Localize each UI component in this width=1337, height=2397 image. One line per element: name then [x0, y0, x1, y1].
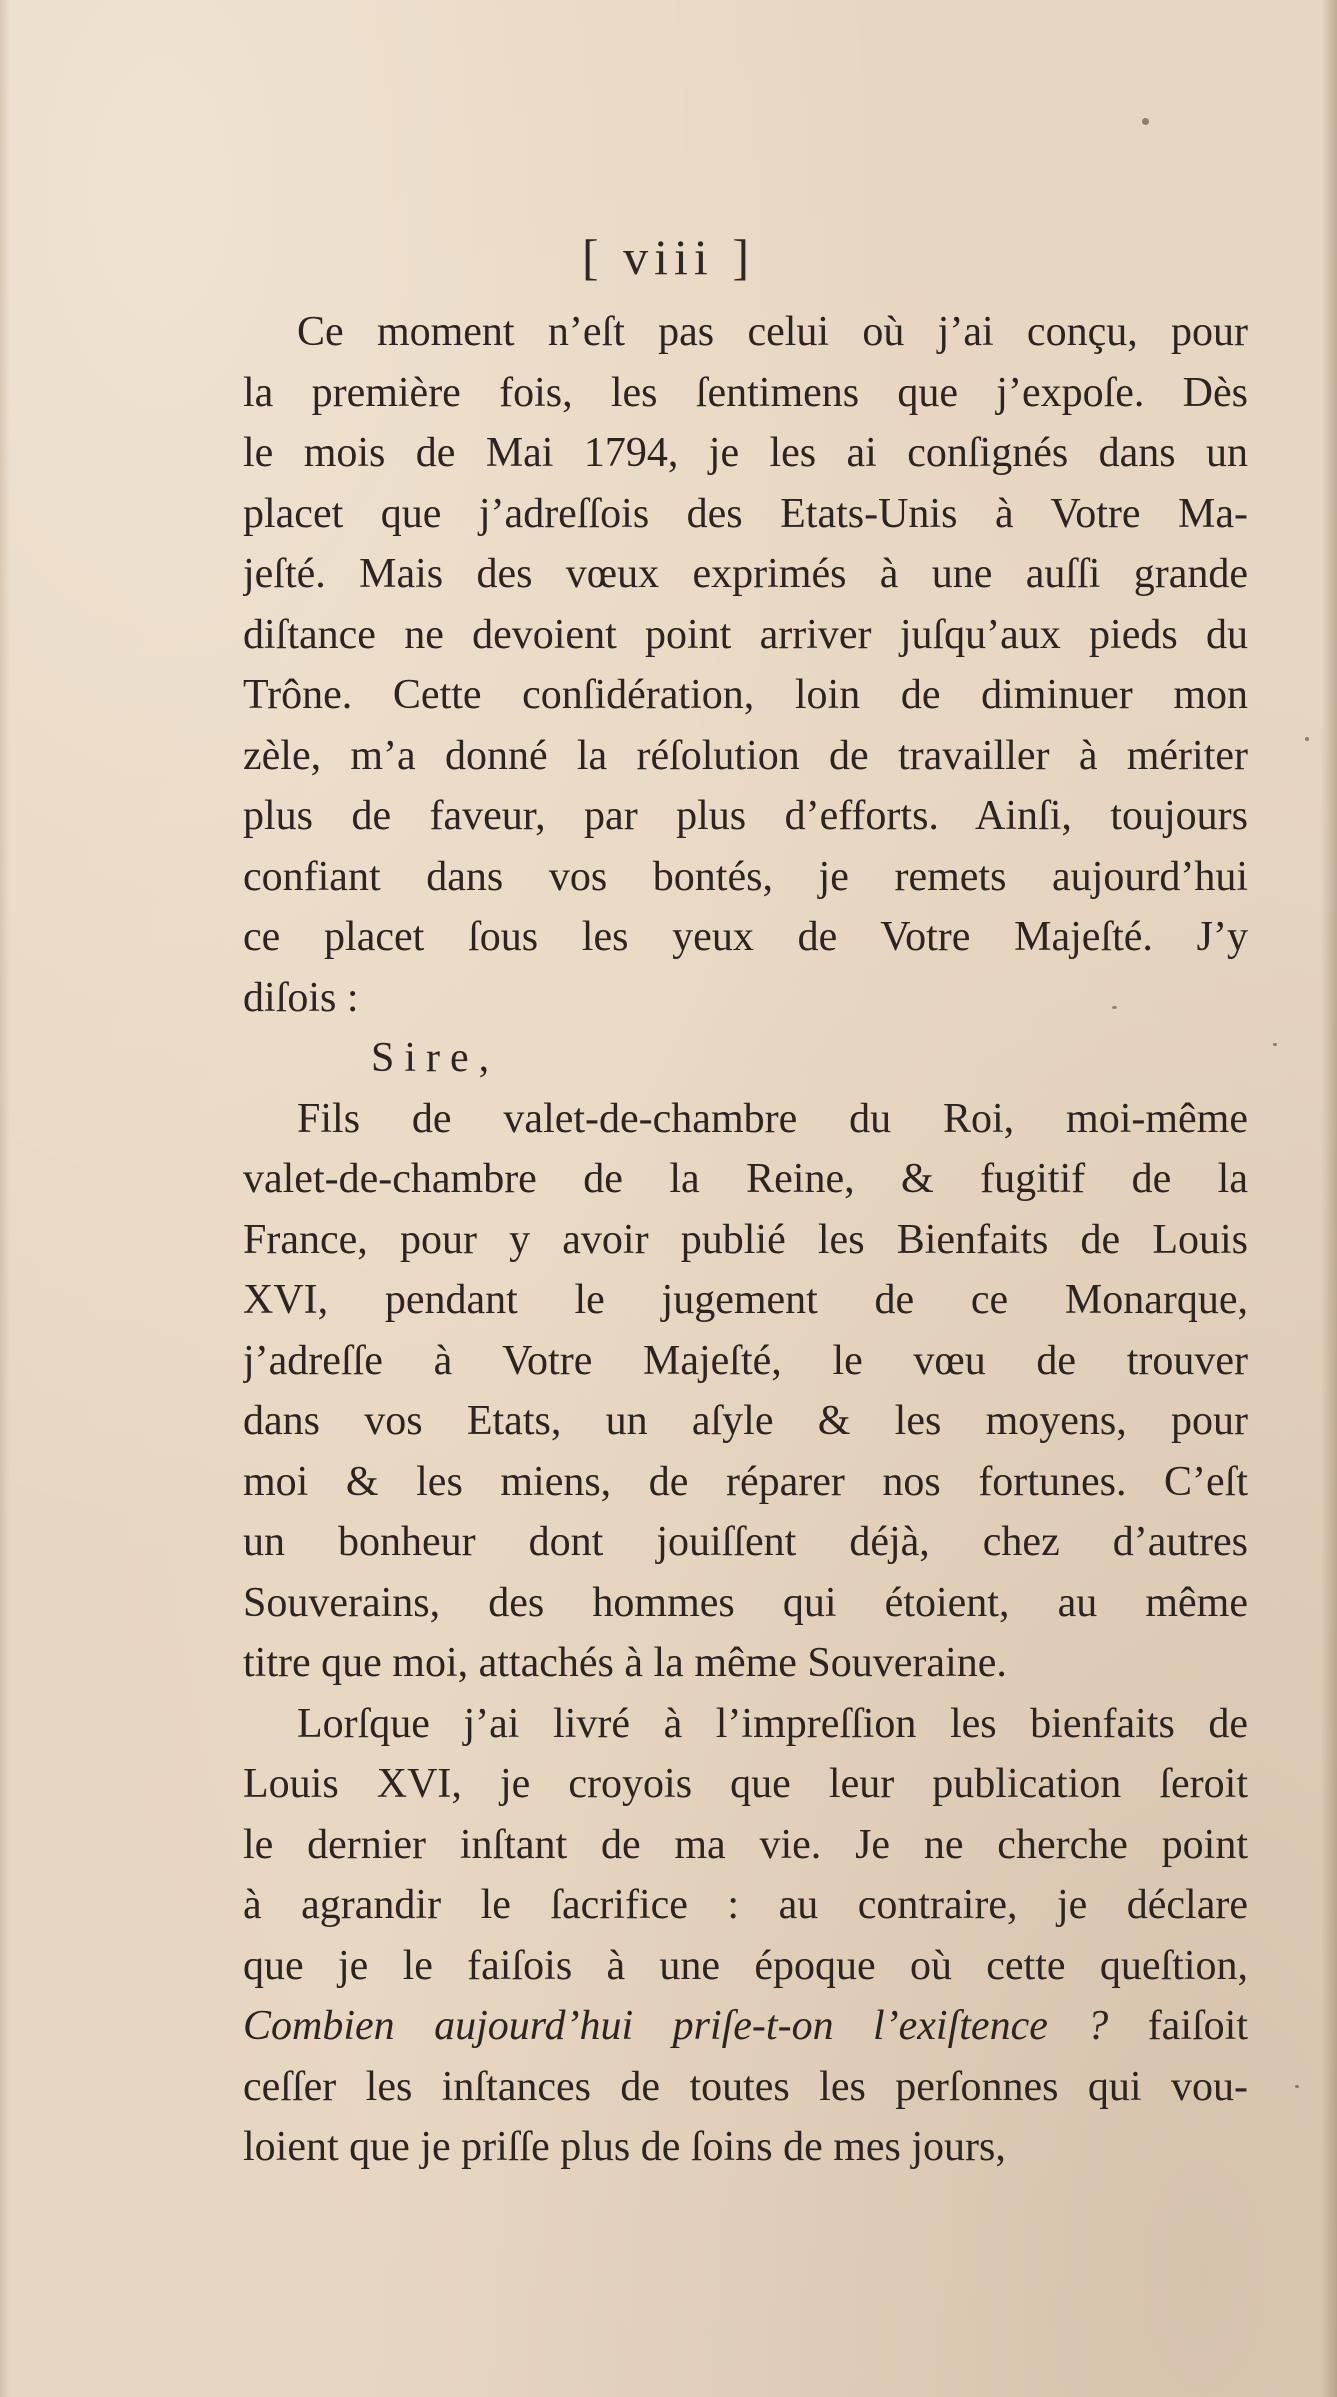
- paper-speck: [1295, 2085, 1299, 2088]
- body-text: [243, 302, 1248, 2178]
- text-line: titre que moi, attachés à la même Souveraine.: [243, 1640, 1007, 1686]
- text-line: zèle, m’a donné la réſolution de travailler à mériter: [243, 732, 1248, 779]
- text-line: ceſſer les inſtances de toutes les perſonnes qui vou-: [243, 2063, 1248, 2110]
- text-line: placet que j’adreſſois des Etats-Unis à Votre Ma-: [243, 490, 1248, 537]
- text-line: dans vos Etats, un aſyle & les moyens, pour: [243, 1398, 1248, 1444]
- text-line: que je le faiſois à une époque où cette queſtion,: [243, 1942, 1248, 1989]
- paper-speck: [1142, 118, 1149, 125]
- text-line-with-italic: [243, 1996, 1248, 2057]
- text-line: ce placet ſous les yeux de Votre Majeſté. J’y: [243, 914, 1248, 960]
- text-line: Souverains, des hommes qui étoient, au même: [243, 1579, 1248, 1626]
- text-fragment: faiſoit: [1147, 2003, 1248, 2049]
- page-number-header: [ viii ]: [582, 229, 755, 285]
- italic-question: Combien aujourd’hui priſe-t-on l’exiſtence ?: [243, 2003, 1109, 2049]
- salutation: Sire,: [371, 1035, 500, 1081]
- text-line: la première fois, les ſentimens que j’expoſe. Dès: [243, 369, 1248, 416]
- text-line: à agrandir le ſacrifice : au contraire, je déclare: [243, 1882, 1248, 1928]
- text-line: valet-de-chambre de la Reine, & fugitif de la: [243, 1156, 1248, 1202]
- text-line: Trône. Cette conſidération, loin de diminuer mon: [243, 672, 1248, 718]
- text-line: plus de faveur, par plus d’efforts. Ainſi, toujours: [243, 793, 1248, 839]
- text-line: Lorſque j’ai livré à l’impreſſion les bienfaits de: [297, 1700, 1248, 1747]
- page-shadow-right: [1321, 0, 1337, 2397]
- text-line: le dernier inſtant de ma vie. Je ne cherche point: [243, 1821, 1248, 1868]
- text-line: le mois de Mai 1794, je les ai conſignés dans un: [243, 430, 1248, 476]
- paper-speck: [1305, 737, 1309, 741]
- text-line: diſois :: [243, 974, 359, 1021]
- text-line: loient que je priſſe plus de ſoins de mes jours,: [243, 2124, 1006, 2170]
- paper-speck: [1112, 1006, 1117, 1009]
- text-line: Ce moment n’eſt pas celui où j’ai conçu, pour: [297, 309, 1248, 355]
- text-line: jeſté. Mais des vœux exprimés à une auſſi grande: [243, 551, 1248, 597]
- page-shadow-left: [0, 0, 10, 2397]
- text-line: diſtance ne devoient point arriver juſqu’aux pieds du: [243, 611, 1248, 658]
- text-line: j’adreſſe à Votre Majeſté, le vœu de trouver: [243, 1337, 1248, 1384]
- text-line: XVI, pendant le jugement de ce Monarque,: [243, 1277, 1248, 1323]
- text-line: un bonheur dont jouiſſent déjà, chez d’autres: [243, 1519, 1248, 1565]
- text-line: Louis XVI, je croyois que leur publication ſeroit: [243, 1761, 1248, 1807]
- text-line: confiant dans vos bontés, je remets aujourd’hui: [243, 853, 1248, 900]
- paper-speck: [1273, 1043, 1277, 1046]
- text-line: France, pour y avoir publié les Bienfaits de Louis: [243, 1216, 1248, 1263]
- text-line: moi & les miens, de réparer nos fortunes. C’eſt: [243, 1458, 1248, 1505]
- text-line: Fils de valet-de-chambre du Roi, moi-même: [297, 1095, 1248, 1142]
